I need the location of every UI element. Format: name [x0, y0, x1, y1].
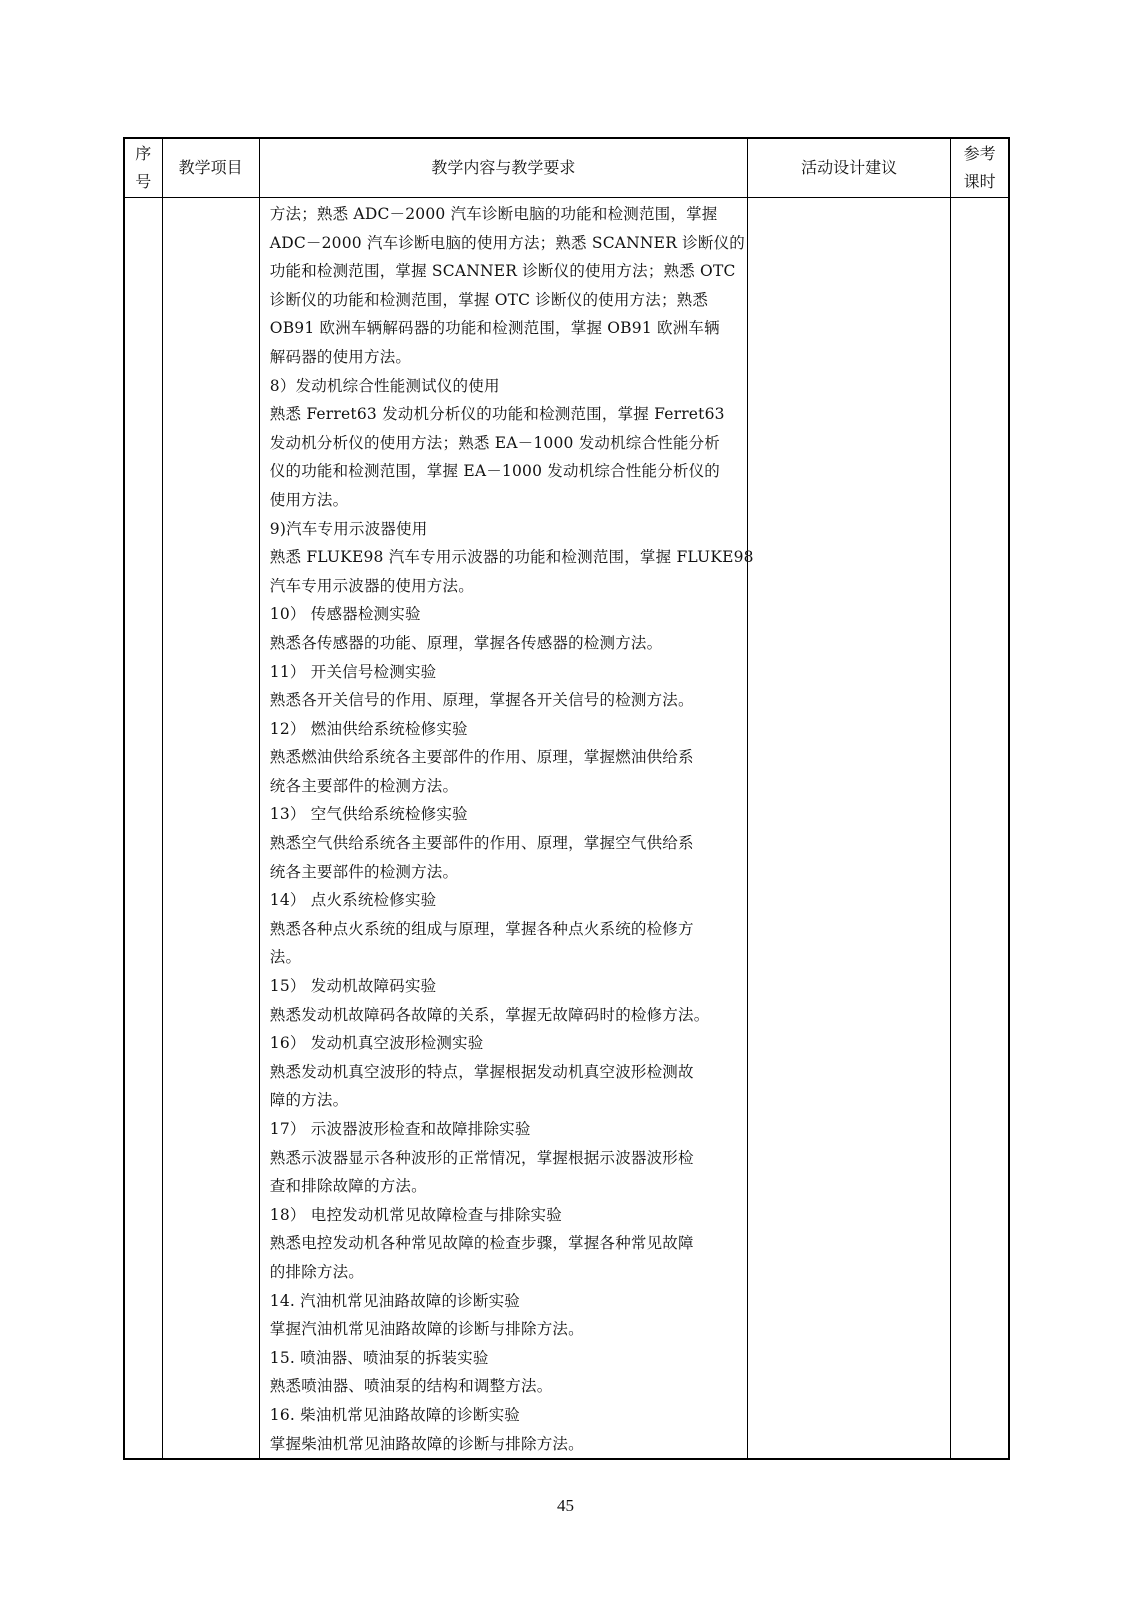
page-number: 45	[557, 1496, 574, 1515]
content-line: 10） 传感器检测实验	[269, 605, 421, 624]
header-hours-line: 课时	[963, 172, 996, 191]
content-line: 16. 柴油机常见油路故障的诊断实验	[269, 1405, 520, 1424]
header-content: 教学内容与教学要求	[259, 138, 747, 198]
content-line: 使用方法。	[269, 490, 349, 509]
content-line: 统各主要部件的检测方法。	[269, 776, 459, 795]
content-line: 汽车专用示波器的使用方法。	[269, 576, 474, 595]
header-item: 教学项目	[162, 138, 259, 198]
content-line: OB91 欧洲车辆解码器的功能和检测范围，掌握 OB91 欧洲车辆	[269, 319, 720, 338]
content-line: 掌握柴油机常见油路故障的诊断与排除方法。	[269, 1434, 584, 1453]
content-line: 发动机分析仪的使用方法；熟悉 EA－1000 发动机综合性能分析	[269, 433, 721, 452]
content-line: ADC－2000 汽车诊断电脑的使用方法；熟悉 SCANNER 诊断仪的	[269, 233, 745, 252]
content-line: 的排除方法。	[269, 1262, 364, 1281]
content-line: 熟悉发动机故障码各故障的关系，掌握无故障码时的检修方法。	[269, 1005, 710, 1024]
cell-hours	[951, 198, 1009, 1460]
content-line: 熟悉空气供给系统各主要部件的作用、原理，掌握空气供给系	[269, 834, 694, 853]
content-line: 仪的功能和检测范围，掌握 EA－1000 发动机综合性能分析仪的	[269, 462, 721, 481]
content-line: 熟悉各传感器的功能、原理，掌握各传感器的检测方法。	[269, 633, 663, 652]
content-line: 熟悉 FLUKE98 汽车专用示波器的功能和检测范围，掌握 FLUKE98	[269, 548, 754, 567]
content-line: 解码器的使用方法。	[269, 347, 412, 366]
header-hours	[951, 138, 1009, 198]
content-line: 18） 电控发动机常见故障检查与排除实验	[269, 1205, 562, 1224]
header-row	[124, 138, 1009, 198]
content-line: 熟悉 Ferret63 发动机分析仪的功能和检测范围，掌握 Ferret63	[269, 405, 725, 424]
curriculum-table	[123, 137, 1010, 1460]
content-line: 9)汽车专用示波器使用	[269, 519, 428, 538]
table-row	[124, 198, 1009, 1460]
header-hours-line: 参考	[963, 144, 996, 163]
content-line: 15） 发动机故障码实验	[269, 977, 437, 996]
cell-item	[162, 198, 259, 1460]
content-line: 17） 示波器波形检查和故障排除实验	[269, 1120, 531, 1138]
content-line: 14） 点火系统检修实验	[269, 891, 437, 910]
header-seq	[124, 138, 162, 198]
cell-activity	[747, 198, 950, 1460]
content-line: 统各主要部件的检测方法。	[269, 862, 459, 881]
content-line: 12） 燃油供给系统检修实验	[269, 719, 468, 738]
content-line: 熟悉发动机真空波形的特点，掌握根据发动机真空波形检测故	[269, 1062, 694, 1081]
content-line: 11） 开关信号检测实验	[269, 662, 437, 681]
cell-seq	[124, 198, 162, 1460]
content-line: 方法；熟悉 ADC－2000 汽车诊断电脑的功能和检测范围，掌握	[269, 205, 718, 223]
content-line: 13） 空气供给系统检修实验	[269, 805, 468, 824]
content-line: 诊断仪的功能和检测范围，掌握 OTC 诊断仪的使用方法；熟悉	[269, 290, 709, 309]
content-line: 熟悉示波器显示各种波形的正常情况，掌握根据示波器波形检	[269, 1148, 694, 1167]
header-seq-line: 号	[135, 172, 152, 191]
content-line: 8）发动机综合性能测试仪的使用	[269, 376, 500, 395]
content-line: 查和排除故障的方法。	[269, 1177, 427, 1196]
content-line: 熟悉电控发动机各种常见故障的检查步骤，掌握各种常见故障	[269, 1234, 694, 1253]
header-activity: 活动设计建议	[747, 138, 950, 198]
content-line: 功能和检测范围，掌握 SCANNER 诊断仪的使用方法；熟悉 OTC	[269, 262, 736, 281]
cell-content	[259, 198, 754, 1460]
content-line: 法。	[269, 948, 302, 967]
content-line: 16） 发动机真空波形检测实验	[269, 1034, 484, 1053]
content-line: 14. 汽油机常见油路故障的诊断实验	[269, 1291, 520, 1310]
content-line: 15. 喷油器、喷油泵的拆装实验	[269, 1348, 489, 1367]
content-line: 熟悉各开关信号的作用、原理，掌握各开关信号的检测方法。	[269, 691, 694, 710]
header-seq-line: 序	[135, 144, 152, 163]
content-line: 熟悉燃油供给系统各主要部件的作用、原理，掌握燃油供给系	[269, 748, 694, 767]
content-line: 熟悉各种点火系统的组成与原理，掌握各种点火系统的检修方	[269, 919, 694, 938]
content-line: 障的方法。	[269, 1091, 349, 1110]
content-text	[269, 200, 754, 1458]
content-line: 掌握汽油机常见油路故障的诊断与排除方法。	[269, 1320, 584, 1339]
content-line: 熟悉喷油器、喷油泵的结构和调整方法。	[269, 1377, 553, 1396]
